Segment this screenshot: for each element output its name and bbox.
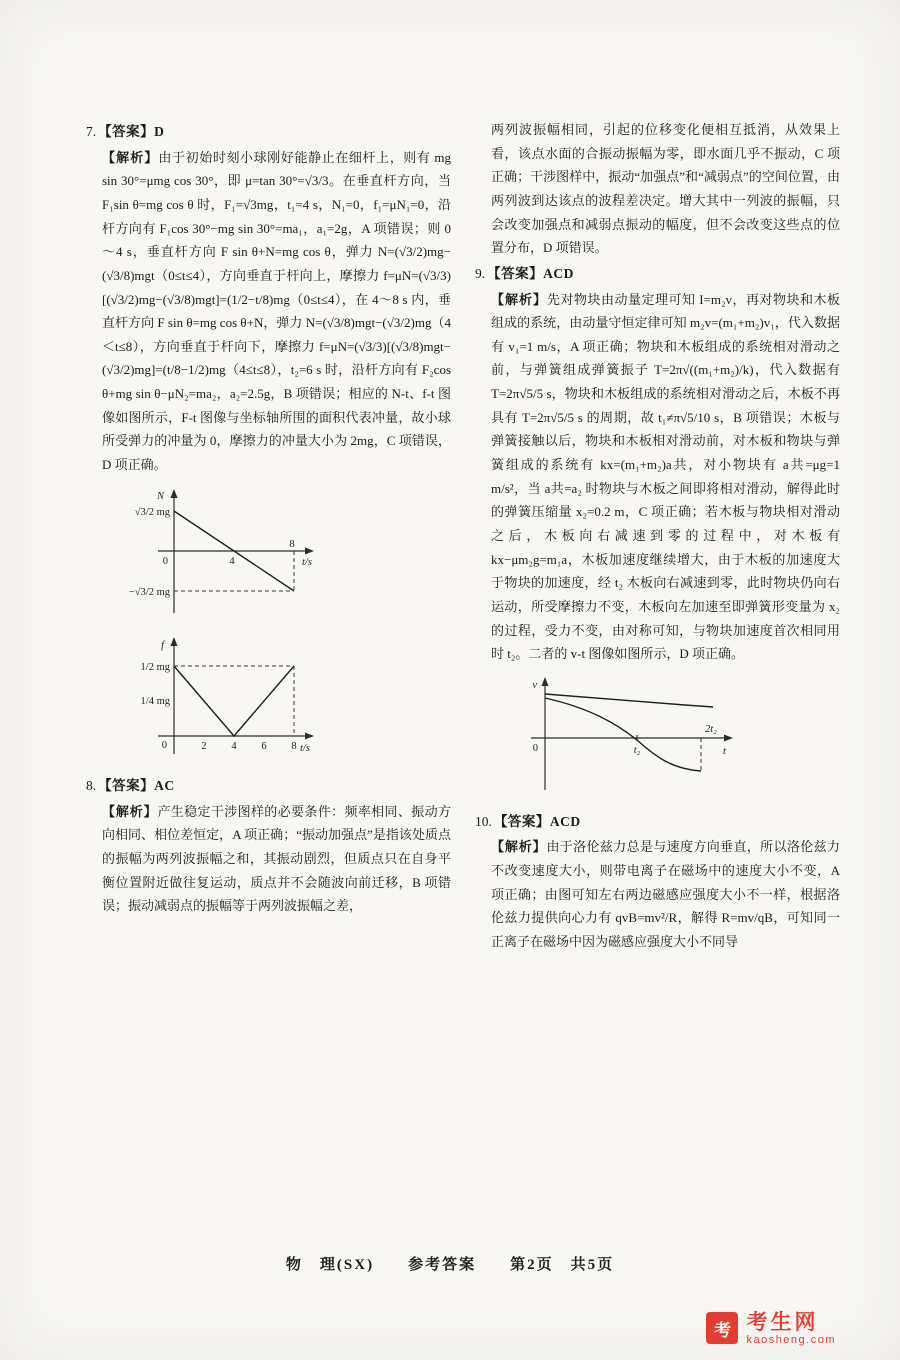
kaosheng-logo-icon [706,1312,738,1344]
kaosheng-logo-glyph: 考 [713,1320,731,1340]
nt-graph [116,485,326,619]
vt-x-label: t [723,746,726,757]
right-column [475,118,840,960]
analysis-label: 【解析】 [491,839,547,855]
q7-number: 7. [86,124,97,139]
q8-answer-line [86,774,451,799]
ft-x-label: t/s [300,743,310,755]
vt-y-arrow-icon [542,677,549,686]
q9-number: 9. [475,265,486,281]
q8-analysis-text-part2: 两列波振幅相同，引起的位移变化便相互抵消，从效果上看，该点水面的合振动振幅为零，即水面几乎不振动，C 项正确；干涉图样中，振动“加强点”和“减弱点”的空间位置，由两列波到达该点的波程差决定。增大其中一列波的振幅，只会改变加强点和减弱点振动的幅度，但不会改变这些点的位置分布，D 项错误。 [491,122,840,256]
ft-graph-figure [116,634,451,768]
q9-analysis [491,288,840,667]
q8-analysis-text-part1: 产生稳定干涉图样的必要条件：频率相同、振动方向相同、相位差恒定，A 项正确；“振动加强点”是指该处质点的振幅为两列波振幅之和，其振动剧烈，但质点只在自身平衡位置附近做往复运动，质点并不会随波向前迁移，B 项错误；振动减弱点的振幅等于两列波振幅之差， [102,803,451,914]
q8-number: 8. [86,778,97,794]
left-column [86,118,451,960]
question-9-block [475,262,840,804]
vt-board-curve [545,698,701,771]
vt-zero-label: 0 [532,743,538,754]
page-footer: 物 理(SX) 参考答案 第2页 共5页 [285,1257,615,1273]
ft-graph [116,634,326,760]
question-7-block [86,120,451,768]
vt-tick-t2: t₂ [633,745,641,756]
q10-answer-line [475,810,840,835]
analysis-label: 【解析】 [102,149,159,165]
watermark-text [746,1311,836,1346]
ft-plot-line [174,666,294,736]
nt-y-arrow-icon [171,489,178,498]
ft-tick-2: 2 [201,741,207,753]
nt-y-bottom-label: −√3/2 mg [128,586,170,598]
ft-zero-label: 0 [161,740,167,752]
vt-tick-2t2: 2t₂ [705,724,717,735]
q7-answer-line [86,120,451,145]
analysis-label: 【解析】 [491,291,547,307]
q9-answer-line [475,262,840,287]
nt-tick-8: 8 [289,538,295,550]
vt-graph-figure [505,674,840,804]
nt-graph-figure [116,485,451,627]
q10-answer: 【答案】ACD [493,813,581,829]
ft-y-half-label: 1/2 mg [140,662,170,674]
q9-analysis-text: 先对物块由动量定理可知 I=m₂v，再对物块和木板组成的系统，由动量守恒定律可知 m₂v=(m₁+m₂)v₁，代入数据有 v₁=1 m/s，A 项正确；物块和木板组成的系统相对滑动之前，与弹簧组成弹簧振子 T=2π√((m₁+m₂)/k)，代入数据有 T=2π√5/5 s，物块和木板组成的系统相对滑动之后，木板不再具有 T=2π√5/5 s 的周期，故 t₁≠π√5/10 s，B 项错误；木板与弹簧接触以后，物块和木板相对滑动前，对木板和物块与弹簧组成的系统有 kx=(m₁+m₂)a共，对小物块有 a共=μg=1 m/s²，当 a共=a₂ 时物块与木板之间即将相对滑动，解得此时的弹簧压缩量 x₂=0.2 m，C 项正确；若木板与物块相对滑动之后，木板向右减速到零的过程中，对木板有 kx−μm₂g=m₁a，木板加速度继续增大，由于木板的加速度大于物块的加速度，经 t₂ 木板向右减速到零，此时物块仍向右运动，所受摩擦力不变，木板向左加速至即弹簧形变量为 x₂ 的过程，受力不变，由对称可知，与物块加速度首次相同用时 t₂。二者的 v-t 图像如图所示，D 项正确。 [491,291,840,662]
nt-x-arrow-icon [305,547,314,554]
nt-y-top-label: √3/2 mg [134,506,170,518]
ft-y-label: f [161,640,164,652]
q10-number: 10. [475,813,492,829]
ft-tick-4: 4 [231,741,237,753]
watermark-domain: kaosheng.com [746,1334,836,1346]
ft-y-quarter-label: 1/4 mg [140,696,170,708]
q7-analysis [102,146,451,477]
q8-analysis [102,800,451,918]
content-columns [86,118,840,960]
ft-tick-6: 6 [261,741,267,753]
analysis-label: 【解析】 [102,803,158,819]
q9-answer: 【答案】ACD [487,265,574,281]
q7-analysis-text: 由于初始时刻小球刚好能静止在细杆上，则有 mg sin 30°=μmg cos 30°，即 μ=tan 30°=√3/3。在垂直杆方向，当 F₁sin θ=mg cos θ 时，F₁=√3mg，t₁=4 s，N₁=0，f₁=μN₁=0，沿杆方向有 F₁cos 30°−mg sin 30°=ma₁，a₁=2g，A 项错误；则 0～4 s，垂直杆方向 F sin θ+N=mg cos θ，弹力 N=(√3/2)mg−(√3/8)mgt（0≤t≤4），方向垂直于杆向上，摩擦力 f=μN=(√3/3)[(√3/2)mg−(√3/8)mgt]=(1/2−t/8)mg（0≤t≤4），在 4～8 s 内，垂直杆方向 F sin θ=mg cos θ+N，弹力 N=(√3/8)mgt−(√3/2)mg（4＜t≤8），方向垂直于杆向下，摩擦力 f=μN=(√3/3)[(√3/8)mgt−(√3/2)mg]=(t/8−1/2)mg（4≤t≤8），t₂=6 s 时，沿杆方向有 F₂cos θ+mg sin θ−μN₂=ma₂，a₂=2.5g，B 项错误；相应的 N-t、f-t 图像如图所示，F-t 图像与坐标轴所围的面积代表冲量，故小球所受弹力的冲量为 0，摩擦力的冲量大小为 2mg，C 项错误，D 项正确。 [102,149,451,473]
nt-zero-label: 0 [162,555,168,567]
vt-graph [505,674,745,796]
question-8-block [86,774,451,918]
ft-y-arrow-icon [171,637,178,646]
kaosheng-watermark [706,1311,836,1346]
nt-y-label: N [156,490,164,502]
ft-x-arrow-icon [305,733,314,740]
q8-analysis-continued [491,118,840,260]
nt-x-label: t/s [302,556,312,568]
watermark-brand: 考生网 [746,1310,819,1334]
q7-answer: 【答案】D [98,124,165,139]
question-10-block [475,810,840,954]
vt-x-arrow-icon [724,735,733,742]
q10-analysis [491,835,840,953]
q8-answer: 【答案】AC [98,778,175,794]
vt-y-label: v [532,680,537,691]
q10-analysis-text: 由于洛伦兹力总是与速度方向垂直，所以洛伦兹力不改变速度大小，则带电离子在磁场中的速度大小不变，A 项正确；由图可知左右两边磁感应强度大小不一样，根据洛伦兹力提供向心力有 qvB=mv²/R，解得 R=mv/qB，可知同一正离子在磁场中因为磁感应强度大小不同导 [491,839,840,949]
nt-tick-4: 4 [229,555,235,567]
ft-tick-8: 8 [291,741,297,753]
